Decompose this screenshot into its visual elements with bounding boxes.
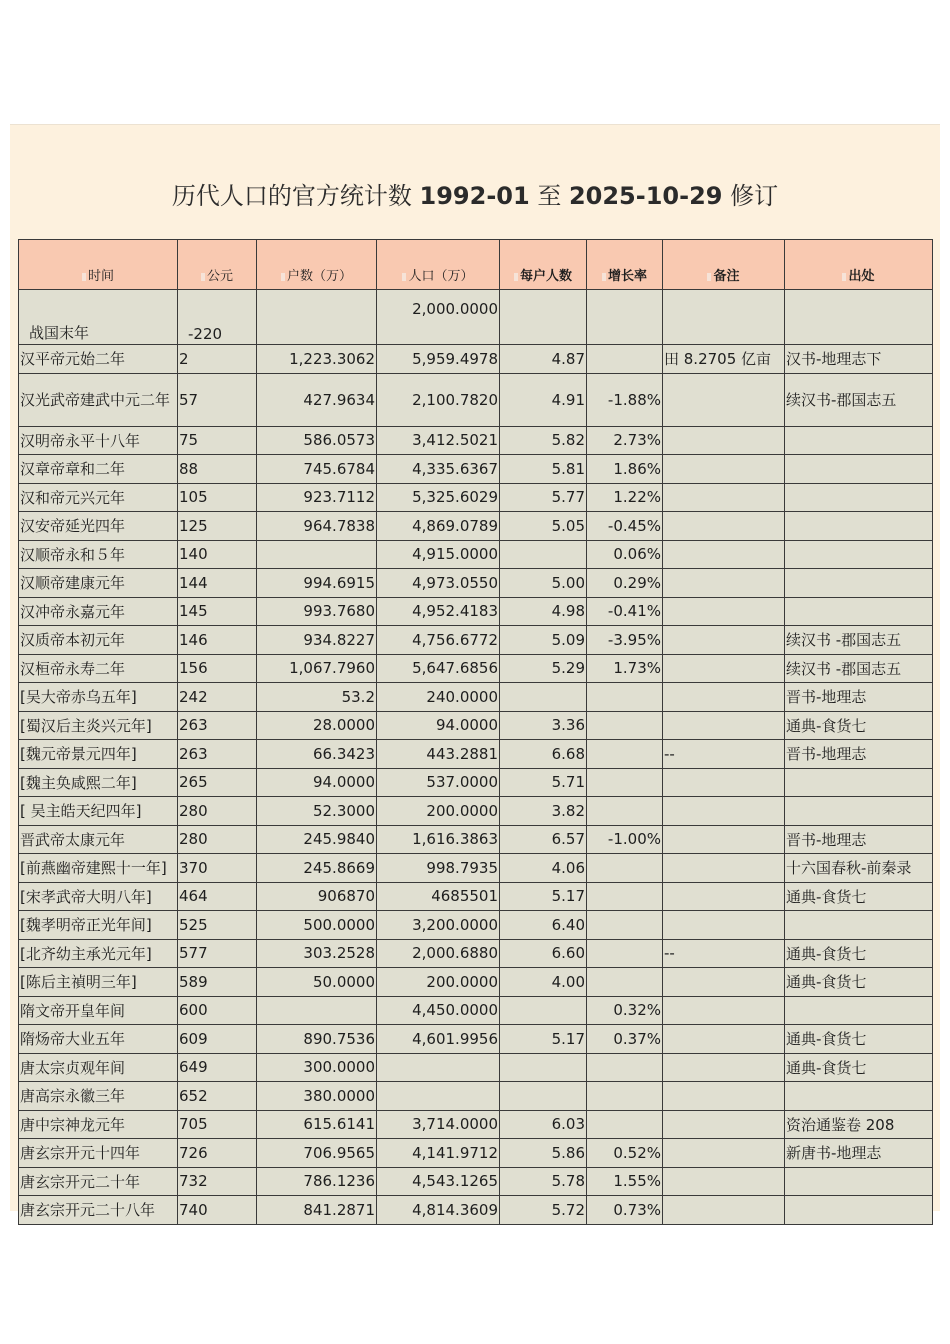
header-households: 户数（万） [257, 240, 377, 290]
cell-source [785, 597, 933, 626]
cell-population: 443.2881 [377, 740, 500, 769]
table-row [19, 825, 933, 854]
cell-source: 通典-食货七 [785, 711, 933, 740]
cell-growth [587, 1082, 663, 1111]
cell-growth: -1.88% [587, 373, 663, 426]
cell-note [663, 1025, 785, 1054]
cell-name: 汉冲帝永嘉元年 [19, 597, 178, 626]
cell-note [663, 1082, 785, 1111]
cell-growth: 0.06% [587, 540, 663, 569]
table-row [19, 1196, 933, 1225]
cell-year: 726 [178, 1139, 257, 1168]
table-row [19, 711, 933, 740]
cell-growth: 0.52% [587, 1139, 663, 1168]
cell-name: [魏主奂咸熙二年] [19, 768, 178, 797]
cell-source: 续汉书 -郡国志五 [785, 654, 933, 683]
cell-growth: 1.86% [587, 455, 663, 484]
cell-year: 88 [178, 455, 257, 484]
cell-per-household: 3.36 [500, 711, 587, 740]
cell-year: 263 [178, 711, 257, 740]
cell-growth [587, 1053, 663, 1082]
cell-households: 245.9840 [257, 825, 377, 854]
table-row [19, 1082, 933, 1111]
cell-name: 唐玄宗开元二十年 [19, 1167, 178, 1196]
cell-year: 609 [178, 1025, 257, 1054]
cell-per-household: 4.00 [500, 968, 587, 997]
table-row [19, 290, 933, 345]
table-row [19, 512, 933, 541]
cell-note [663, 797, 785, 826]
cell-note [663, 683, 785, 712]
cell-note [663, 569, 785, 598]
cell-name: 汉桓帝永寿二年 [19, 654, 178, 683]
cell-note [663, 512, 785, 541]
cell-population: 3,412.5021 [377, 426, 500, 455]
table-row [19, 1025, 933, 1054]
cell-note [663, 426, 785, 455]
page-title [0, 176, 950, 211]
header-population: 人口（万） [377, 240, 500, 290]
cell-source [785, 426, 933, 455]
cell-population: 4685501 [377, 882, 500, 911]
cell-growth: 0.73% [587, 1196, 663, 1225]
cell-population: 998.7935 [377, 854, 500, 883]
cell-year: 740 [178, 1196, 257, 1225]
cell-source: 晋书-地理志 [785, 683, 933, 712]
cell-name: 汉安帝延光四年 [19, 512, 178, 541]
cell-source: 新唐书-地理志 [785, 1139, 933, 1168]
cell-per-household [500, 290, 587, 345]
cell-note [663, 540, 785, 569]
cell-growth: -3.95% [587, 626, 663, 655]
cell-per-household: 6.68 [500, 740, 587, 769]
cell-per-household: 4.87 [500, 345, 587, 374]
cell-source [785, 797, 933, 826]
cell-year: 600 [178, 996, 257, 1025]
cell-households: 380.0000 [257, 1082, 377, 1111]
cell-households: 841.2871 [257, 1196, 377, 1225]
cell-per-household [500, 683, 587, 712]
cell-note [663, 825, 785, 854]
cell-per-household: 5.71 [500, 768, 587, 797]
cell-households: 28.0000 [257, 711, 377, 740]
table-row [19, 1139, 933, 1168]
cell-year: 577 [178, 939, 257, 968]
cell-note [663, 1167, 785, 1196]
table-row [19, 597, 933, 626]
cell-per-household: 5.00 [500, 569, 587, 598]
cell-name: [前燕幽帝建熙十一年] [19, 854, 178, 883]
table-row [19, 426, 933, 455]
header-row [19, 240, 933, 290]
cell-per-household: 4.91 [500, 373, 587, 426]
cell-note: -- [663, 939, 785, 968]
cell-source [785, 569, 933, 598]
cell-households: 52.3000 [257, 797, 377, 826]
cell-note [663, 290, 785, 345]
cell-population: 2,100.7820 [377, 373, 500, 426]
cell-name: 汉明帝永平十八年 [19, 426, 178, 455]
cell-note [663, 1053, 785, 1082]
cell-name: 汉质帝本初元年 [19, 626, 178, 655]
cell-population: 4,915.0000 [377, 540, 500, 569]
table-row [19, 1053, 933, 1082]
cell-population: 3,200.0000 [377, 911, 500, 940]
table-row [19, 683, 933, 712]
cell-year: 525 [178, 911, 257, 940]
cell-name: [魏孝明帝正光年间] [19, 911, 178, 940]
cell-year: 280 [178, 797, 257, 826]
cell-name: 汉平帝元始二年 [19, 345, 178, 374]
cell-growth [587, 290, 663, 345]
cell-population: 4,952.4183 [377, 597, 500, 626]
cell-growth [587, 939, 663, 968]
cell-year: 265 [178, 768, 257, 797]
cell-per-household: 5.77 [500, 483, 587, 512]
cell-per-household [500, 1053, 587, 1082]
cell-households: 500.0000 [257, 911, 377, 940]
cell-year: 125 [178, 512, 257, 541]
table-row [19, 1167, 933, 1196]
cell-population: 4,450.0000 [377, 996, 500, 1025]
cell-name: 唐太宗贞观年间 [19, 1053, 178, 1082]
cell-population: 5,959.4978 [377, 345, 500, 374]
cell-households: 615.6141 [257, 1110, 377, 1139]
cell-name: [魏元帝景元四年] [19, 740, 178, 769]
table-row [19, 911, 933, 940]
table-row [19, 797, 933, 826]
cell-per-household: 4.98 [500, 597, 587, 626]
cell-name: 唐玄宗开元二十八年 [19, 1196, 178, 1225]
cell-note [663, 1110, 785, 1139]
cell-source [785, 996, 933, 1025]
cell-population: 2,000.6880 [377, 939, 500, 968]
cell-growth: -1.00% [587, 825, 663, 854]
cell-households: 300.0000 [257, 1053, 377, 1082]
cell-per-household: 5.05 [500, 512, 587, 541]
cell-source: 汉书-地理志下 [785, 345, 933, 374]
cell-per-household: 4.06 [500, 854, 587, 883]
title-from-date: 1992-01 [419, 182, 530, 210]
header-growth: 增长率 [587, 240, 663, 290]
cell-source: 通典-食货七 [785, 882, 933, 911]
cell-growth: 0.32% [587, 996, 663, 1025]
cell-note [663, 455, 785, 484]
cell-name: 唐中宗神龙元年 [19, 1110, 178, 1139]
cell-source [785, 455, 933, 484]
cell-note [663, 597, 785, 626]
cell-per-household: 5.81 [500, 455, 587, 484]
cell-households: 964.7838 [257, 512, 377, 541]
cell-name: 汉顺帝建康元年 [19, 569, 178, 598]
cell-growth [587, 768, 663, 797]
title-prefix: 历代人口的官方统计数 [171, 182, 420, 210]
cell-source: 通典-食货七 [785, 968, 933, 997]
cell-population: 4,335.6367 [377, 455, 500, 484]
cell-year: 144 [178, 569, 257, 598]
title-mid: 至 [529, 182, 569, 210]
cell-year: 75 [178, 426, 257, 455]
cell-households: 745.6784 [257, 455, 377, 484]
cell-growth [587, 1110, 663, 1139]
table-row [19, 540, 933, 569]
cell-name: 汉顺帝永和５年 [19, 540, 178, 569]
cell-growth: -0.45% [587, 512, 663, 541]
cell-name: [蜀汉后主炎兴元年] [19, 711, 178, 740]
cell-note [663, 373, 785, 426]
cell-growth [587, 711, 663, 740]
cell-year: 145 [178, 597, 257, 626]
cell-population: 4,814.3609 [377, 1196, 500, 1225]
cell-year: 370 [178, 854, 257, 883]
cell-per-household [500, 996, 587, 1025]
title-suffix: 修订 [722, 182, 779, 210]
cell-growth [587, 968, 663, 997]
cell-source [785, 512, 933, 541]
cell-households: 923.7112 [257, 483, 377, 512]
cell-growth: 2.73% [587, 426, 663, 455]
cell-note [663, 711, 785, 740]
cell-growth: 1.55% [587, 1167, 663, 1196]
table-row [19, 654, 933, 683]
cell-per-household: 6.60 [500, 939, 587, 968]
cell-per-household: 5.09 [500, 626, 587, 655]
cell-name: [吴大帝赤乌五年] [19, 683, 178, 712]
cell-growth [587, 911, 663, 940]
cell-per-household: 5.17 [500, 882, 587, 911]
cell-note [663, 854, 785, 883]
title-to-date: 2025-10-29 [568, 182, 723, 210]
cell-year: 589 [178, 968, 257, 997]
cell-households: 303.2528 [257, 939, 377, 968]
cell-households: 66.3423 [257, 740, 377, 769]
cell-note [663, 911, 785, 940]
cell-year: 140 [178, 540, 257, 569]
cell-name: [宋孝武帝大明八年] [19, 882, 178, 911]
cell-population [377, 1082, 500, 1111]
cell-growth [587, 854, 663, 883]
cell-population: 4,756.6772 [377, 626, 500, 655]
cell-year: 242 [178, 683, 257, 712]
cell-name: 隋文帝开皇年间 [19, 996, 178, 1025]
cell-year: 156 [178, 654, 257, 683]
cell-growth [587, 345, 663, 374]
cell-households: 50.0000 [257, 968, 377, 997]
cell-name: 唐玄宗开元十四年 [19, 1139, 178, 1168]
cell-growth: 1.73% [587, 654, 663, 683]
cell-population: 5,647.6856 [377, 654, 500, 683]
cell-per-household: 6.40 [500, 911, 587, 940]
cell-name: [ 吴主皓天纪四年] [19, 797, 178, 826]
cell-year: 280 [178, 825, 257, 854]
cell-year: 146 [178, 626, 257, 655]
table-body [19, 290, 933, 1225]
cell-name: 唐高宗永徽三年 [19, 1082, 178, 1111]
cell-source: 通典-食货七 [785, 939, 933, 968]
table-row [19, 854, 933, 883]
cell-households: 993.7680 [257, 597, 377, 626]
cell-population: 240.0000 [377, 683, 500, 712]
cell-households: 906870 [257, 882, 377, 911]
cell-population: 1,616.3863 [377, 825, 500, 854]
cell-source [785, 1167, 933, 1196]
cell-per-household [500, 1082, 587, 1111]
cell-note [663, 882, 785, 911]
cell-note [663, 968, 785, 997]
cell-name: 隋炀帝大业五年 [19, 1025, 178, 1054]
cell-growth: 0.29% [587, 569, 663, 598]
cell-households: 1,223.3062 [257, 345, 377, 374]
table-row [19, 483, 933, 512]
cell-source [785, 540, 933, 569]
cell-note: 田 8.2705 亿亩 [663, 345, 785, 374]
cell-per-household: 5.86 [500, 1139, 587, 1168]
cell-growth: -0.41% [587, 597, 663, 626]
cell-note [663, 768, 785, 797]
cell-per-household: 5.72 [500, 1196, 587, 1225]
cell-population: 5,325.6029 [377, 483, 500, 512]
cell-year: 105 [178, 483, 257, 512]
cell-per-household: 6.57 [500, 825, 587, 854]
cell-note [663, 483, 785, 512]
table-row [19, 345, 933, 374]
cell-population: 200.0000 [377, 968, 500, 997]
cell-source: 通典-食货七 [785, 1053, 933, 1082]
cell-households [257, 540, 377, 569]
cell-note [663, 1196, 785, 1225]
cell-population: 3,714.0000 [377, 1110, 500, 1139]
cell-households: 53.2 [257, 683, 377, 712]
table-row [19, 740, 933, 769]
cell-households: 706.9565 [257, 1139, 377, 1168]
cell-households: 427.9634 [257, 373, 377, 426]
cell-name: 战国末年 [19, 290, 178, 345]
cell-population: 200.0000 [377, 797, 500, 826]
cell-per-household: 6.03 [500, 1110, 587, 1139]
table-row [19, 882, 933, 911]
cell-note [663, 654, 785, 683]
cell-population: 4,973.0550 [377, 569, 500, 598]
cell-source [785, 290, 933, 345]
cell-per-household: 5.29 [500, 654, 587, 683]
cell-year: 649 [178, 1053, 257, 1082]
cell-population: 537.0000 [377, 768, 500, 797]
cell-growth [587, 740, 663, 769]
cell-households: 994.6915 [257, 569, 377, 598]
cell-source: 资治通鉴卷 208 [785, 1110, 933, 1139]
cell-households: 94.0000 [257, 768, 377, 797]
cell-year: 263 [178, 740, 257, 769]
cell-source [785, 768, 933, 797]
cell-year: -220 [178, 290, 257, 345]
cell-households: 586.0573 [257, 426, 377, 455]
table-row [19, 968, 933, 997]
cell-source: 通典-食货七 [785, 1025, 933, 1054]
cell-households [257, 996, 377, 1025]
cell-population: 4,141.9712 [377, 1139, 500, 1168]
header-per-household: 每户人数 [500, 240, 587, 290]
cell-source [785, 483, 933, 512]
cell-source: 晋书-地理志 [785, 825, 933, 854]
table-row [19, 626, 933, 655]
cell-households: 890.7536 [257, 1025, 377, 1054]
cell-per-household: 5.78 [500, 1167, 587, 1196]
cell-source: 续汉书 -郡国志五 [785, 626, 933, 655]
cell-source [785, 1082, 933, 1111]
table-row [19, 996, 933, 1025]
header-year: 公元 [178, 240, 257, 290]
cell-name: 汉光武帝建武中元二年 [19, 373, 178, 426]
table-row [19, 373, 933, 426]
cell-per-household: 5.82 [500, 426, 587, 455]
table-row [19, 569, 933, 598]
population-table [18, 239, 933, 1225]
cell-source: 十六国春秋-前秦录 [785, 854, 933, 883]
cell-per-household: 5.17 [500, 1025, 587, 1054]
cell-households: 786.1236 [257, 1167, 377, 1196]
cell-growth: 1.22% [587, 483, 663, 512]
cell-growth: 0.37% [587, 1025, 663, 1054]
cell-name: 汉章帝章和二年 [19, 455, 178, 484]
header-time: 时间 [19, 240, 178, 290]
cell-growth [587, 797, 663, 826]
cell-name: [陈后主禎明三年] [19, 968, 178, 997]
cell-source [785, 911, 933, 940]
cell-households: 934.8227 [257, 626, 377, 655]
cell-population: 4,601.9956 [377, 1025, 500, 1054]
cell-per-household: 3.82 [500, 797, 587, 826]
cell-year: 57 [178, 373, 257, 426]
header-note: 备注 [663, 240, 785, 290]
table-row [19, 768, 933, 797]
cell-population: 2,000.0000 [377, 290, 500, 345]
cell-year: 652 [178, 1082, 257, 1111]
table-row [19, 939, 933, 968]
cell-note [663, 626, 785, 655]
cell-population: 94.0000 [377, 711, 500, 740]
header-source: 出处 [785, 240, 933, 290]
cell-source [785, 1196, 933, 1225]
cell-households: 245.8669 [257, 854, 377, 883]
cell-year: 464 [178, 882, 257, 911]
cell-name: [北齐幼主承光元年] [19, 939, 178, 968]
cell-note: -- [663, 740, 785, 769]
cell-year: 705 [178, 1110, 257, 1139]
cell-note [663, 996, 785, 1025]
cell-source: 晋书-地理志 [785, 740, 933, 769]
cell-note [663, 1139, 785, 1168]
cell-source: 续汉书-郡国志五 [785, 373, 933, 426]
cell-year: 732 [178, 1167, 257, 1196]
cell-name: 晋武帝太康元年 [19, 825, 178, 854]
cell-growth [587, 683, 663, 712]
table-row [19, 455, 933, 484]
cell-growth [587, 882, 663, 911]
cell-population [377, 1053, 500, 1082]
cell-population: 4,869.0789 [377, 512, 500, 541]
cell-name: 汉和帝元兴元年 [19, 483, 178, 512]
cell-households [257, 290, 377, 345]
cell-year: 2 [178, 345, 257, 374]
cell-per-household [500, 540, 587, 569]
cell-population: 4,543.1265 [377, 1167, 500, 1196]
cell-households: 1,067.7960 [257, 654, 377, 683]
table-row [19, 1110, 933, 1139]
